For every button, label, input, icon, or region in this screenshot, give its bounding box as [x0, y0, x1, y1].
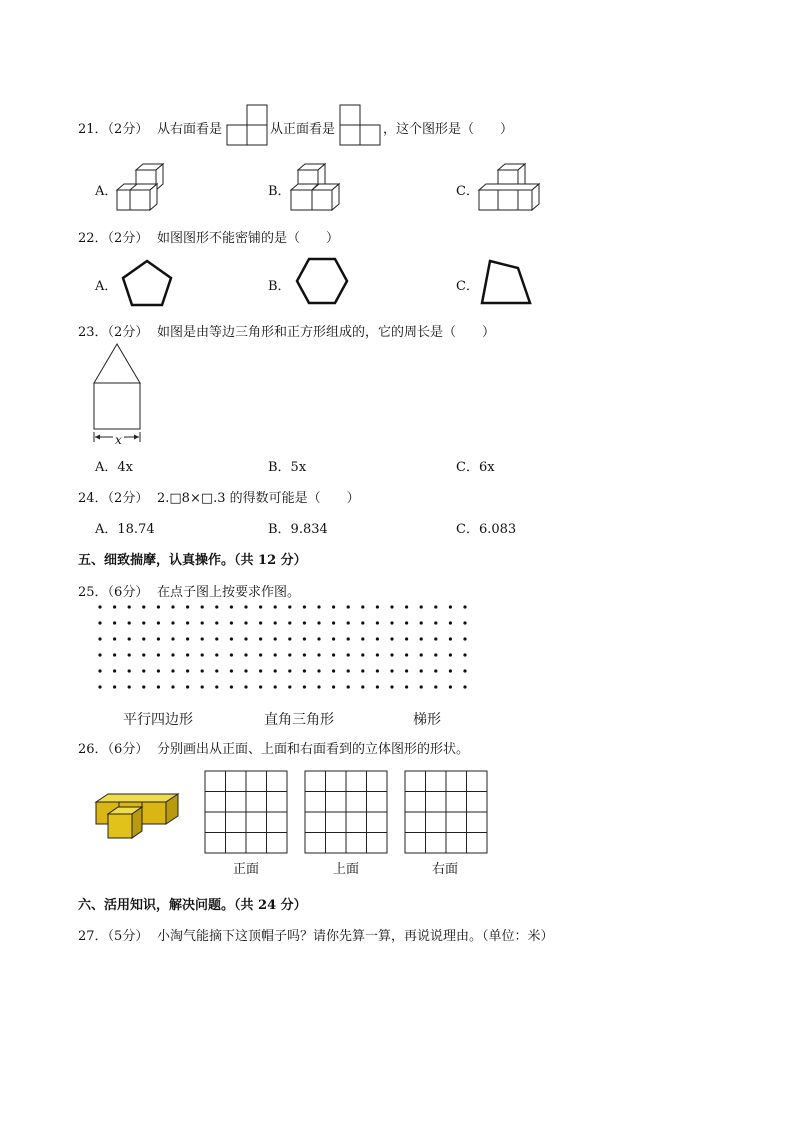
q22-option-c-quadrilateral[interactable]	[478, 258, 534, 308]
grid-dot[interactable]	[259, 685, 262, 688]
grid-cell[interactable]	[346, 833, 367, 854]
grid-cell[interactable]	[405, 812, 426, 833]
grid-dot[interactable]	[376, 637, 379, 640]
q27-number: 27．（5分）	[78, 929, 149, 944]
grid-dot[interactable]	[405, 605, 408, 608]
grid-cell[interactable]	[267, 771, 288, 792]
grid-dot[interactable]	[142, 685, 145, 688]
grid-dot[interactable]	[215, 621, 218, 624]
grid-dot[interactable]	[215, 653, 218, 656]
grid-dot[interactable]	[274, 669, 277, 672]
grid-dot[interactable]	[303, 685, 306, 688]
grid-dot[interactable]	[244, 669, 247, 672]
q21-front-view-figure	[339, 104, 381, 146]
q22-option-c-label[interactable]: C．	[456, 279, 479, 294]
grid-dot[interactable]	[288, 621, 291, 624]
grid-dot[interactable]	[405, 637, 408, 640]
q26-label-front: 正面	[233, 862, 260, 877]
grid-dot[interactable]	[244, 685, 247, 688]
q21-option-c-cubes[interactable]	[478, 162, 542, 212]
grid-dot[interactable]	[244, 621, 247, 624]
grid-dot[interactable]	[171, 653, 174, 656]
grid-dot[interactable]	[186, 685, 189, 688]
q23-option-c[interactable]: C．6x	[456, 460, 495, 475]
grid-dot[interactable]	[405, 621, 408, 624]
grid-dot[interactable]	[332, 637, 335, 640]
q26-solid-figure	[90, 792, 182, 840]
grid-dot[interactable]	[347, 653, 350, 656]
grid-dot[interactable]	[98, 637, 101, 640]
grid-dot[interactable]	[113, 653, 116, 656]
grid-cell[interactable]	[367, 833, 388, 854]
grid-dot[interactable]	[157, 621, 160, 624]
grid-cell[interactable]	[205, 833, 226, 854]
section-6-title: 六、活用知识，解决问题。（共 24 分）	[78, 898, 307, 913]
q22-option-a-label[interactable]: A．	[95, 279, 118, 294]
grid-cell[interactable]	[267, 833, 288, 854]
q23-dim-label: x	[115, 433, 122, 447]
grid-dot[interactable]	[376, 669, 379, 672]
grid-cell[interactable]	[367, 792, 388, 813]
grid-dot[interactable]	[259, 669, 262, 672]
grid-dot[interactable]	[128, 685, 131, 688]
grid-dot[interactable]	[376, 685, 379, 688]
grid-dot[interactable]	[230, 669, 233, 672]
grid-dot[interactable]	[128, 637, 131, 640]
grid-dot[interactable]	[98, 621, 101, 624]
q23-option-b[interactable]: B．5x	[268, 460, 307, 475]
q25-label-parallelogram: 平行四边形	[123, 712, 193, 728]
grid-dot[interactable]	[361, 605, 364, 608]
grid-dot[interactable]	[186, 621, 189, 624]
grid-dot[interactable]	[376, 621, 379, 624]
q26-text: 分别画出从正面、上面和右面看到的立体图形的形状。	[157, 742, 470, 757]
grid-dot[interactable]	[317, 637, 320, 640]
grid-cell[interactable]	[226, 792, 247, 813]
grid-cell[interactable]	[326, 792, 347, 813]
q23-text: 如图是由等边三角形和正方形组成的，它的周长是（ ）	[157, 325, 496, 340]
grid-cell[interactable]	[226, 771, 247, 792]
grid-dot[interactable]	[186, 653, 189, 656]
grid-dot[interactable]	[288, 637, 291, 640]
section-5-title: 五、细致揣摩，认真操作。（共 12 分）	[78, 553, 307, 568]
q21-option-c-label[interactable]: C．	[456, 184, 479, 199]
grid-dot[interactable]	[288, 685, 291, 688]
grid-cell[interactable]	[305, 833, 326, 854]
grid-cell[interactable]	[467, 833, 488, 854]
q24-option-a[interactable]: A．18.74	[95, 522, 155, 537]
q21-number: 21．（2分）	[78, 122, 149, 137]
grid-dot[interactable]	[303, 637, 306, 640]
grid-dot[interactable]	[463, 605, 466, 608]
grid-dot[interactable]	[230, 637, 233, 640]
grid-dot[interactable]	[463, 685, 466, 688]
grid-cell[interactable]	[405, 771, 426, 792]
grid-dot[interactable]	[332, 685, 335, 688]
grid-dot[interactable]	[157, 653, 160, 656]
grid-dot[interactable]	[361, 621, 364, 624]
grid-cell[interactable]	[346, 812, 367, 833]
grid-dot[interactable]	[142, 637, 145, 640]
grid-dot[interactable]	[98, 605, 101, 608]
q25-dot-grid[interactable]	[96, 603, 486, 703]
grid-dot[interactable]	[317, 685, 320, 688]
q24-option-c[interactable]: C．6.083	[456, 522, 517, 537]
grid-cell[interactable]	[326, 812, 347, 833]
grid-cell[interactable]	[267, 812, 288, 833]
grid-dot[interactable]	[201, 653, 204, 656]
grid-dot[interactable]	[317, 605, 320, 608]
grid-dot[interactable]	[215, 685, 218, 688]
q26-number: 26．（6分）	[78, 742, 149, 757]
grid-dot[interactable]	[449, 621, 452, 624]
grid-dot[interactable]	[230, 685, 233, 688]
grid-dot[interactable]	[405, 653, 408, 656]
grid-dot[interactable]	[463, 621, 466, 624]
grid-dot[interactable]	[463, 653, 466, 656]
q25-label-trapezoid: 梯形	[413, 712, 441, 728]
grid-dot[interactable]	[171, 621, 174, 624]
q21-option-b-label[interactable]: B．	[268, 184, 291, 199]
grid-dot[interactable]	[215, 669, 218, 672]
grid-dot[interactable]	[201, 605, 204, 608]
grid-dot[interactable]	[201, 637, 204, 640]
grid-dot[interactable]	[244, 653, 247, 656]
grid-dot[interactable]	[128, 605, 131, 608]
grid-cell[interactable]	[446, 792, 467, 813]
q25-text: 在点子图上按要求作图。	[157, 585, 301, 600]
grid-dot[interactable]	[288, 653, 291, 656]
grid-dot[interactable]	[420, 653, 423, 656]
grid-cell[interactable]	[326, 833, 347, 854]
grid-dot[interactable]	[113, 605, 116, 608]
grid-cell[interactable]	[467, 771, 488, 792]
q24-text: 2.□8×□.3 的得数可能是（ ）	[157, 491, 360, 506]
grid-cell[interactable]	[205, 792, 226, 813]
grid-dot[interactable]	[244, 605, 247, 608]
grid-dot[interactable]	[259, 637, 262, 640]
grid-cell[interactable]	[426, 771, 447, 792]
grid-dot[interactable]	[274, 653, 277, 656]
grid-dot[interactable]	[405, 685, 408, 688]
grid-dot[interactable]	[244, 637, 247, 640]
q23-option-a[interactable]: A．4x	[95, 460, 133, 475]
q26-grid-right[interactable]	[404, 770, 488, 854]
grid-dot[interactable]	[390, 605, 393, 608]
grid-dot[interactable]	[420, 669, 423, 672]
q24-option-b[interactable]: B．9.834	[268, 522, 328, 537]
grid-dot[interactable]	[347, 621, 350, 624]
grid-dot[interactable]	[230, 621, 233, 624]
grid-dot[interactable]	[463, 637, 466, 640]
grid-dot[interactable]	[449, 605, 452, 608]
grid-dot[interactable]	[390, 637, 393, 640]
grid-dot[interactable]	[420, 605, 423, 608]
grid-dot[interactable]	[171, 669, 174, 672]
grid-dot[interactable]	[142, 669, 145, 672]
grid-dot[interactable]	[186, 669, 189, 672]
grid-dot[interactable]	[171, 637, 174, 640]
q22-option-b-hexagon[interactable]	[295, 256, 349, 306]
grid-cell[interactable]	[367, 771, 388, 792]
grid-dot[interactable]	[390, 685, 393, 688]
grid-dot[interactable]	[98, 653, 101, 656]
grid-dot[interactable]	[332, 653, 335, 656]
grid-dot[interactable]	[420, 637, 423, 640]
grid-cell[interactable]	[367, 812, 388, 833]
grid-dot[interactable]	[128, 669, 131, 672]
grid-dot[interactable]	[347, 669, 350, 672]
grid-dot[interactable]	[347, 637, 350, 640]
grid-dot[interactable]	[317, 653, 320, 656]
grid-dot[interactable]	[420, 621, 423, 624]
grid-dot[interactable]	[113, 685, 116, 688]
q21-option-a-cubes[interactable]	[116, 160, 164, 212]
q27-text: 小淘气能摘下这顶帽子吗？请你先算一算，再说说理由。（单位：米）	[157, 929, 554, 944]
q25-number: 25．（6分）	[78, 585, 149, 600]
grid-cell[interactable]	[305, 812, 326, 833]
grid-cell[interactable]	[405, 792, 426, 813]
grid-dot[interactable]	[463, 669, 466, 672]
grid-cell[interactable]	[446, 833, 467, 854]
grid-dot[interactable]	[449, 637, 452, 640]
grid-dot[interactable]	[171, 605, 174, 608]
grid-dot[interactable]	[405, 669, 408, 672]
grid-dot[interactable]	[98, 669, 101, 672]
q22-number: 22．（2分）	[78, 231, 149, 246]
grid-dot[interactable]	[98, 685, 101, 688]
grid-dot[interactable]	[332, 621, 335, 624]
grid-cell[interactable]	[226, 812, 247, 833]
grid-dot[interactable]	[361, 653, 364, 656]
grid-dot[interactable]	[186, 605, 189, 608]
grid-dot[interactable]	[157, 685, 160, 688]
grid-cell[interactable]	[205, 812, 226, 833]
grid-cell[interactable]	[405, 833, 426, 854]
grid-cell[interactable]	[305, 792, 326, 813]
grid-dot[interactable]	[361, 685, 364, 688]
grid-cell[interactable]	[267, 792, 288, 813]
grid-cell[interactable]	[346, 792, 367, 813]
grid-dot[interactable]	[274, 605, 277, 608]
grid-cell[interactable]	[426, 812, 447, 833]
grid-dot[interactable]	[288, 669, 291, 672]
q26-grid-front[interactable]	[204, 770, 288, 854]
grid-dot[interactable]	[434, 653, 437, 656]
grid-dot[interactable]	[171, 685, 174, 688]
grid-dot[interactable]	[449, 685, 452, 688]
grid-cell[interactable]	[446, 812, 467, 833]
grid-dot[interactable]	[361, 637, 364, 640]
grid-dot[interactable]	[390, 653, 393, 656]
grid-dot[interactable]	[142, 621, 145, 624]
grid-cell[interactable]	[467, 792, 488, 813]
q21-text-right-view: 从右面看是	[157, 122, 223, 137]
grid-cell[interactable]	[226, 833, 247, 854]
grid-dot[interactable]	[420, 685, 423, 688]
grid-dot[interactable]	[303, 621, 306, 624]
grid-dot[interactable]	[259, 621, 262, 624]
grid-dot[interactable]	[215, 605, 218, 608]
grid-cell[interactable]	[467, 812, 488, 833]
grid-cell[interactable]	[446, 771, 467, 792]
grid-dot[interactable]	[361, 669, 364, 672]
grid-dot[interactable]	[113, 637, 116, 640]
grid-dot[interactable]	[274, 621, 277, 624]
grid-dot[interactable]	[274, 637, 277, 640]
grid-dot[interactable]	[332, 605, 335, 608]
grid-dot[interactable]	[434, 637, 437, 640]
q21-option-a-label[interactable]: A．	[95, 184, 118, 199]
grid-dot[interactable]	[157, 637, 160, 640]
grid-dot[interactable]	[347, 685, 350, 688]
grid-dot[interactable]	[347, 605, 350, 608]
grid-dot[interactable]	[142, 653, 145, 656]
grid-dot[interactable]	[113, 621, 116, 624]
q22-option-b-label[interactable]: B．	[268, 279, 291, 294]
grid-cell[interactable]	[346, 771, 367, 792]
grid-dot[interactable]	[230, 653, 233, 656]
grid-dot[interactable]	[303, 669, 306, 672]
grid-dot[interactable]	[230, 605, 233, 608]
grid-cell[interactable]	[246, 771, 267, 792]
grid-dot[interactable]	[259, 605, 262, 608]
grid-cell[interactable]	[246, 833, 267, 854]
grid-dot[interactable]	[259, 653, 262, 656]
grid-dot[interactable]	[434, 605, 437, 608]
grid-cell[interactable]	[326, 771, 347, 792]
grid-cell[interactable]	[246, 812, 267, 833]
grid-dot[interactable]	[376, 653, 379, 656]
grid-dot[interactable]	[434, 621, 437, 624]
grid-dot[interactable]	[303, 653, 306, 656]
grid-dot[interactable]	[113, 669, 116, 672]
grid-dot[interactable]	[201, 669, 204, 672]
grid-dot[interactable]	[376, 605, 379, 608]
q26-label-right: 右面	[432, 862, 459, 877]
grid-dot[interactable]	[317, 669, 320, 672]
grid-dot[interactable]	[332, 669, 335, 672]
grid-cell[interactable]	[205, 771, 226, 792]
grid-dot[interactable]	[201, 685, 204, 688]
grid-dot[interactable]	[157, 669, 160, 672]
q26-grid-top[interactable]	[304, 770, 388, 854]
grid-dot[interactable]	[288, 605, 291, 608]
grid-dot[interactable]	[186, 637, 189, 640]
grid-dot[interactable]	[215, 637, 218, 640]
grid-dot[interactable]	[390, 621, 393, 624]
grid-cell[interactable]	[305, 771, 326, 792]
q21-text-front-view: 从正面看是	[270, 122, 336, 137]
grid-cell[interactable]	[426, 792, 447, 813]
q25-label-right-triangle: 直角三角形	[264, 712, 334, 728]
grid-cell[interactable]	[246, 792, 267, 813]
q26-label-top: 上面	[333, 862, 360, 877]
q22-option-a-pentagon[interactable]	[120, 258, 174, 308]
grid-dot[interactable]	[449, 669, 452, 672]
q21-option-b-cubes[interactable]	[290, 162, 340, 212]
q21-question-tail: ，这个图形是（ ）	[383, 122, 514, 137]
grid-dot[interactable]	[390, 669, 393, 672]
grid-dot[interactable]	[157, 605, 160, 608]
grid-dot[interactable]	[274, 685, 277, 688]
grid-dot[interactable]	[317, 621, 320, 624]
q21-right-view-figure	[226, 104, 268, 146]
grid-dot[interactable]	[201, 621, 204, 624]
grid-dot[interactable]	[449, 653, 452, 656]
q24-number: 24．（2分）	[78, 491, 149, 506]
grid-cell[interactable]	[426, 833, 447, 854]
grid-dot[interactable]	[128, 653, 131, 656]
q22-text: 如图图形不能密铺的是（ ）	[157, 231, 340, 246]
grid-dot[interactable]	[128, 621, 131, 624]
grid-dot[interactable]	[142, 605, 145, 608]
grid-dot[interactable]	[434, 669, 437, 672]
grid-dot[interactable]	[434, 685, 437, 688]
grid-dot[interactable]	[303, 605, 306, 608]
q23-number: 23．（2分）	[78, 325, 149, 340]
